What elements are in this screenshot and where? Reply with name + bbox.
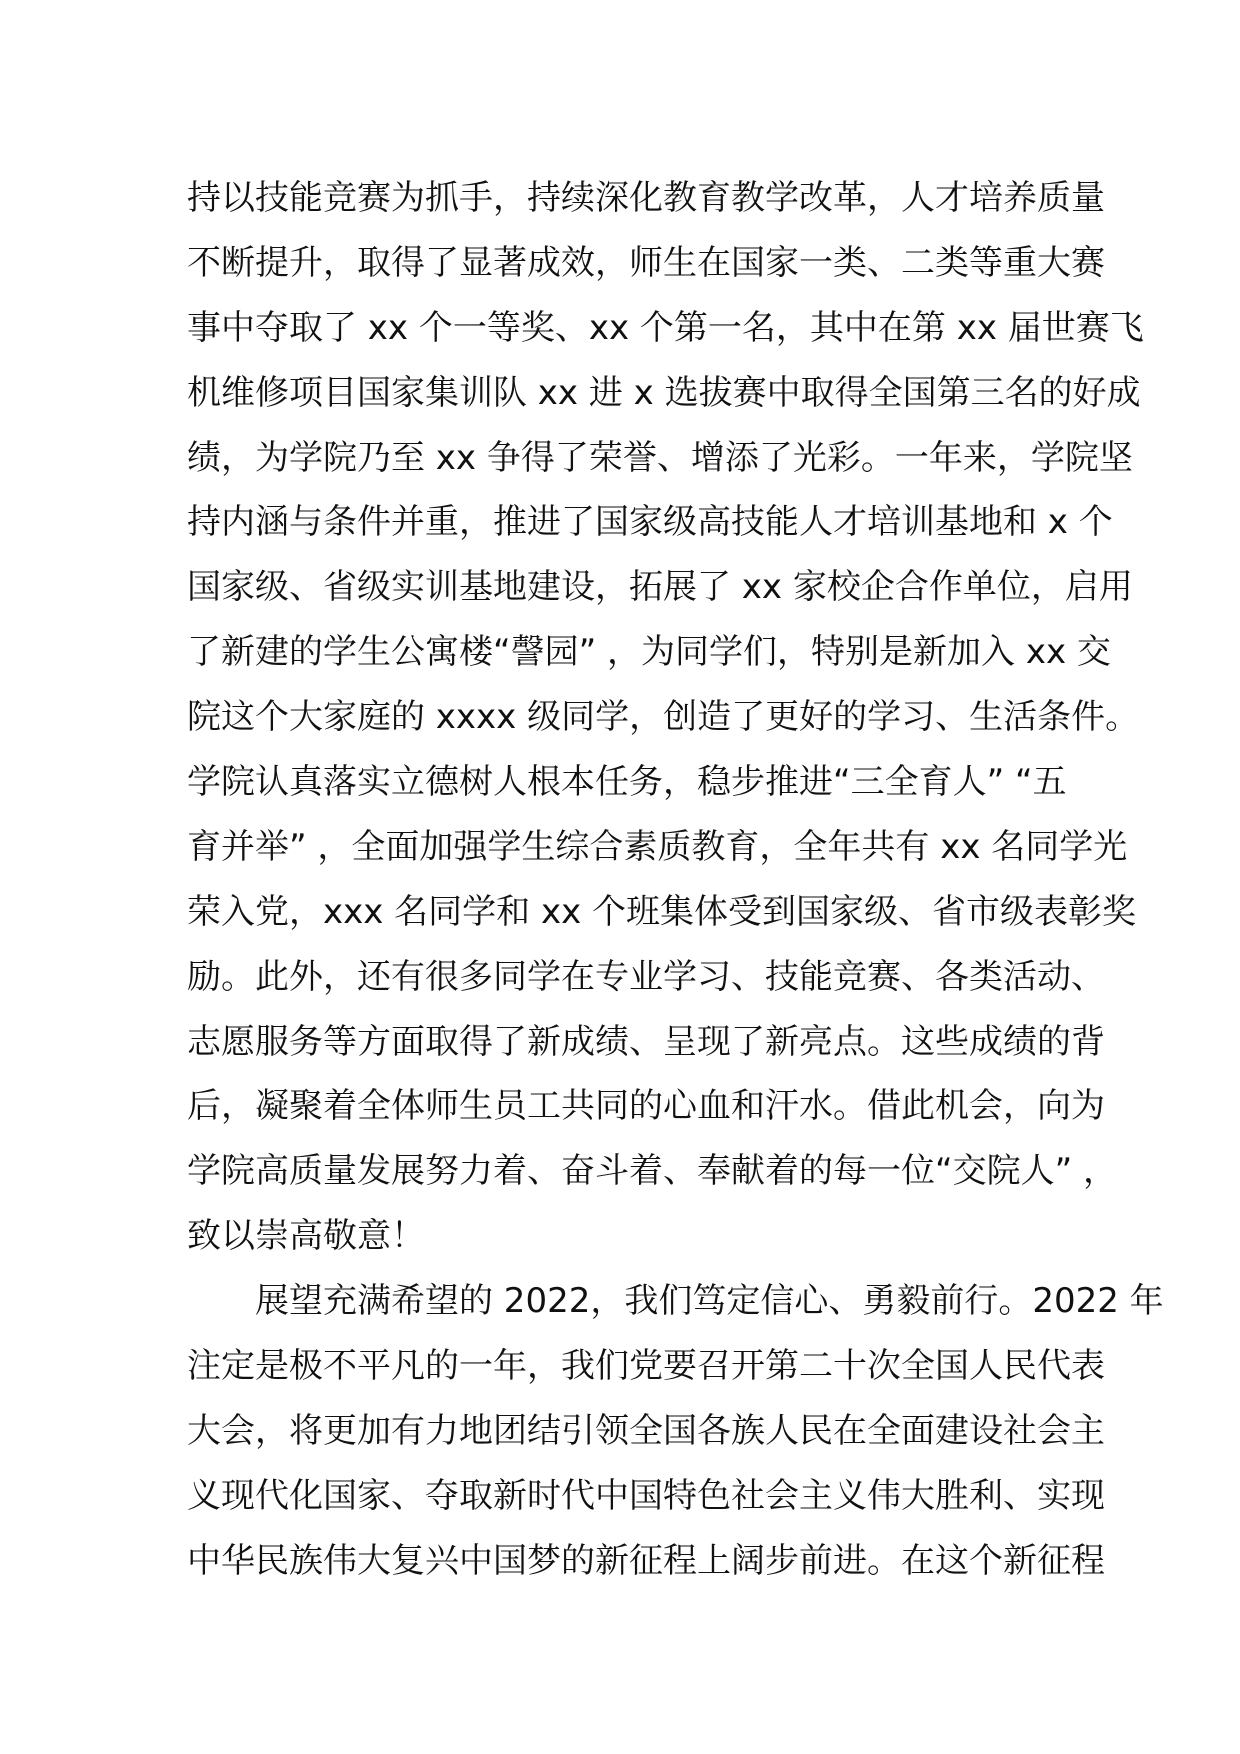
text-line-12: 荣入党，xxx 名同学和 xx 个班集体受到国家级、省市级表彰奖 <box>187 891 1137 932</box>
text-line-14: 志愿服务等方面取得了新成绩、呈现了新亮点。这些成绩的背 <box>187 1021 1105 1062</box>
text-line-13: 励。此外，还有很多同学在专业学习、技能竞赛、各类活动、 <box>187 956 1105 997</box>
text-line-5: 绩，为学院乃至 xx 争得了荣誉、增添了光彩。一年来，学院坚 <box>187 437 1133 478</box>
body-text <box>187 166 1164 1594</box>
text-line-22: 中华民族伟大复兴中国梦的新征程上阔步前进。在这个新征程 <box>187 1540 1105 1581</box>
text-line-10: 学院认真落实立德树人根本任务，稳步推进“三全育人” “五 <box>187 762 1067 803</box>
text-line-4: 机维修项目国家集训队 xx 进 x 选拔赛中取得全国第三名的好成 <box>187 372 1141 413</box>
text-line-21: 义现代化国家、夺取新时代中国特色社会主义伟大胜利、实现 <box>187 1475 1105 1516</box>
text-line-6: 持内涵与条件并重，推进了国家级高技能人才培训基地和 x 个 <box>187 502 1113 543</box>
text-line-2: 不断提升，取得了显著成效，师生在国家一类、二类等重大赛 <box>187 242 1105 283</box>
text-line-19: 注定是极不平凡的一年，我们党要召开第二十次全国人民代表 <box>187 1346 1105 1387</box>
text-line-18: 展望充满希望的 2022，我们笃定信心、勇毅前行。2022 年 <box>187 1281 1164 1322</box>
text-line-3: 事中夺取了 xx 个一等奖、xx 个第一名，其中在第 xx 届世赛飞 <box>187 307 1144 348</box>
text-line-20: 大会，将更加有力地团结引领全国各族人民在全面建设社会主 <box>187 1410 1105 1451</box>
text-line-15: 后，凝聚着全体师生员工共同的心血和汗水。借此机会，向为 <box>187 1086 1105 1127</box>
text-line-7: 国家级、省级实训基地建设，拓展了 xx 家校企合作单位，启用 <box>187 567 1133 608</box>
text-line-9: 院这个大家庭的 xxxx 级同学，创造了更好的学习、生活条件。 <box>187 697 1140 738</box>
text-line-8: 了新建的学生公寓楼“謦园” ，为同学们，特别是新加入 xx 交 <box>187 632 1111 673</box>
text-line-1: 持以技能竞赛为抓手，持续深化教育教学改革，人才培养质量 <box>187 178 1105 218</box>
text-line-11: 育并举” ，全面加强学生综合素质教育，全年共有 xx 名同学光 <box>187 826 1128 867</box>
text-line-17: 致以崇高敬意！ <box>187 1216 425 1257</box>
text-line-16: 学院高质量发展努力着、奋斗着、奉献着的每一位“交院人” ， <box>187 1151 1118 1192</box>
